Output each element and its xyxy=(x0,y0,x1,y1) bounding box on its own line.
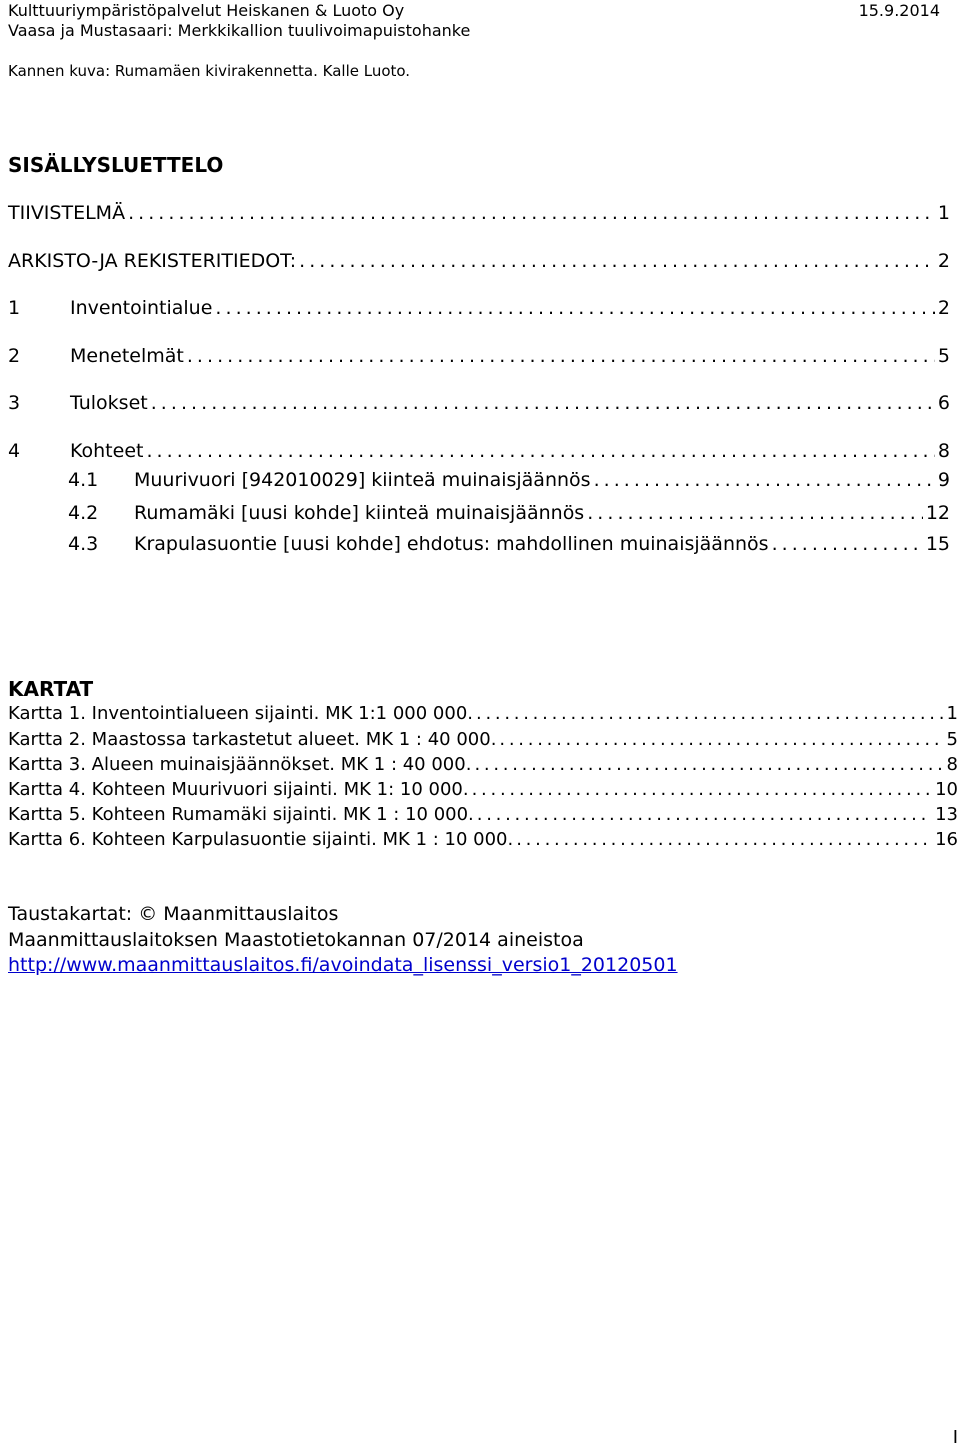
toc-leader xyxy=(215,297,935,319)
map-list-leader xyxy=(516,829,932,850)
toc-entry[interactable] xyxy=(8,202,950,224)
toc-leader xyxy=(128,202,935,224)
map-list-page: 13 xyxy=(935,804,958,825)
map-list-label: Kartta 6. Kohteen Karpulasuontie sijainti. MK 1 : 10 000. xyxy=(8,829,514,850)
toc-entry-label: Rumamäki [uusi kohde] kiinteä muinaisjäännös xyxy=(134,502,585,524)
toc-entry-page: 15 xyxy=(925,533,950,555)
toc-entry[interactable] xyxy=(68,533,950,555)
project-title: Vaasa ja Mustasaari: Merkkikallion tuulivoimapuistohanke xyxy=(8,21,471,40)
map-list-item[interactable] xyxy=(8,779,958,800)
data-source-note: Maanmittauslaitoksen Maastotietokannan 07/2014 aineistoa xyxy=(8,929,584,951)
background-maps-credit: Taustakartat: © Maanmittauslaitos xyxy=(8,903,339,925)
map-list-page: 5 xyxy=(946,729,958,750)
map-list-label: Kartta 1. Inventointialueen sijainti. MK 1:1 000 000. xyxy=(8,703,474,724)
map-list-page: 16 xyxy=(935,829,958,850)
map-list-page: 10 xyxy=(935,779,958,800)
toc-leader xyxy=(146,440,934,462)
toc-entry-label: Inventointialue xyxy=(70,297,213,319)
toc-entry-label: Muurivuori [942010029] kiinteä muinaisjäännös xyxy=(134,469,591,491)
map-list-label: Kartta 5. Kohteen Rumamäki sijainti. MK 1 : 10 000. xyxy=(8,804,474,825)
page-number: I xyxy=(952,1427,958,1448)
toc-leader xyxy=(772,533,923,555)
kartat-title: KARTAT xyxy=(8,677,94,701)
map-list-item[interactable] xyxy=(8,829,958,850)
toc-entry-page: 5 xyxy=(937,345,950,367)
toc-entry-number: 4 xyxy=(8,440,21,462)
map-list-item[interactable] xyxy=(8,754,958,775)
toc-entry[interactable] xyxy=(8,392,950,414)
map-list-page: 1 xyxy=(946,703,958,724)
map-list-leader xyxy=(477,804,932,825)
toc-entry-label: TIIVISTELMÄ xyxy=(8,202,126,224)
toc-entry[interactable] xyxy=(8,440,950,462)
toc-entry[interactable] xyxy=(68,469,950,491)
map-list-item[interactable] xyxy=(8,703,958,724)
toc-entry-label: Menetelmät xyxy=(70,345,184,367)
toc-entry-page: 6 xyxy=(937,392,950,414)
license-link[interactable]: http://www.maanmittauslaitos.fi/avoindata_lisenssi_versio1_20120501 xyxy=(8,954,678,976)
map-list-leader xyxy=(472,779,932,800)
toc-entry-label: ARKISTO-JA REKISTERITIEDOT: xyxy=(8,250,297,272)
toc-entry[interactable] xyxy=(8,250,950,272)
toc-entry-number: 4.3 xyxy=(68,533,99,555)
toc-leader xyxy=(299,250,935,272)
toc-entry[interactable] xyxy=(8,345,950,367)
map-list-item[interactable] xyxy=(8,804,958,825)
map-list-label: Kartta 4. Kohteen Muurivuori sijainti. MK 1: 10 000. xyxy=(8,779,469,800)
toc-entry-number: 4.2 xyxy=(68,502,99,524)
toc-entry-page: 12 xyxy=(925,502,950,524)
toc-leader xyxy=(151,392,935,414)
toc-leader xyxy=(594,469,935,491)
toc-entry-number: 4.1 xyxy=(68,469,99,491)
toc-entry-page: 2 xyxy=(937,297,950,319)
map-list-page: 8 xyxy=(946,754,958,775)
toc-entry-label: Kohteet xyxy=(70,440,144,462)
toc-entry[interactable] xyxy=(8,297,950,319)
toc-entry-number: 1 xyxy=(8,297,21,319)
toc-entry-page: 8 xyxy=(937,440,950,462)
map-list-label: Kartta 3. Alueen muinaisjäännökset. MK 1 : 40 000. xyxy=(8,754,472,775)
document-date: 15.9.2014 xyxy=(858,1,940,20)
toc-entry-label: Tulokset xyxy=(70,392,148,414)
company-name: Kulttuuriympäristöpalvelut Heiskanen & Luoto Oy xyxy=(8,1,405,20)
toc-title: SISÄLLYSLUETTELO xyxy=(8,153,224,177)
toc-entry-number: 3 xyxy=(8,392,21,414)
toc-entry-label: Krapulasuontie [uusi kohde] ehdotus: mahdollinen muinaisjäännös xyxy=(134,533,769,555)
map-list-leader xyxy=(474,754,943,775)
toc-entry[interactable] xyxy=(68,502,950,524)
map-list-leader xyxy=(476,703,944,724)
toc-entry-page: 1 xyxy=(937,202,950,224)
cover-caption: Kannen kuva: Rumamäen kivirakennetta. Kalle Luoto. xyxy=(8,62,411,80)
toc-leader xyxy=(587,502,923,524)
map-list-item[interactable] xyxy=(8,729,958,750)
toc-entry-page: 2 xyxy=(937,250,950,272)
map-list-label: Kartta 2. Maastossa tarkastetut alueet. MK 1 : 40 000. xyxy=(8,729,497,750)
map-list-leader xyxy=(499,729,943,750)
toc-leader xyxy=(187,345,935,367)
toc-entry-page: 9 xyxy=(937,469,950,491)
toc-entry-number: 2 xyxy=(8,345,21,367)
